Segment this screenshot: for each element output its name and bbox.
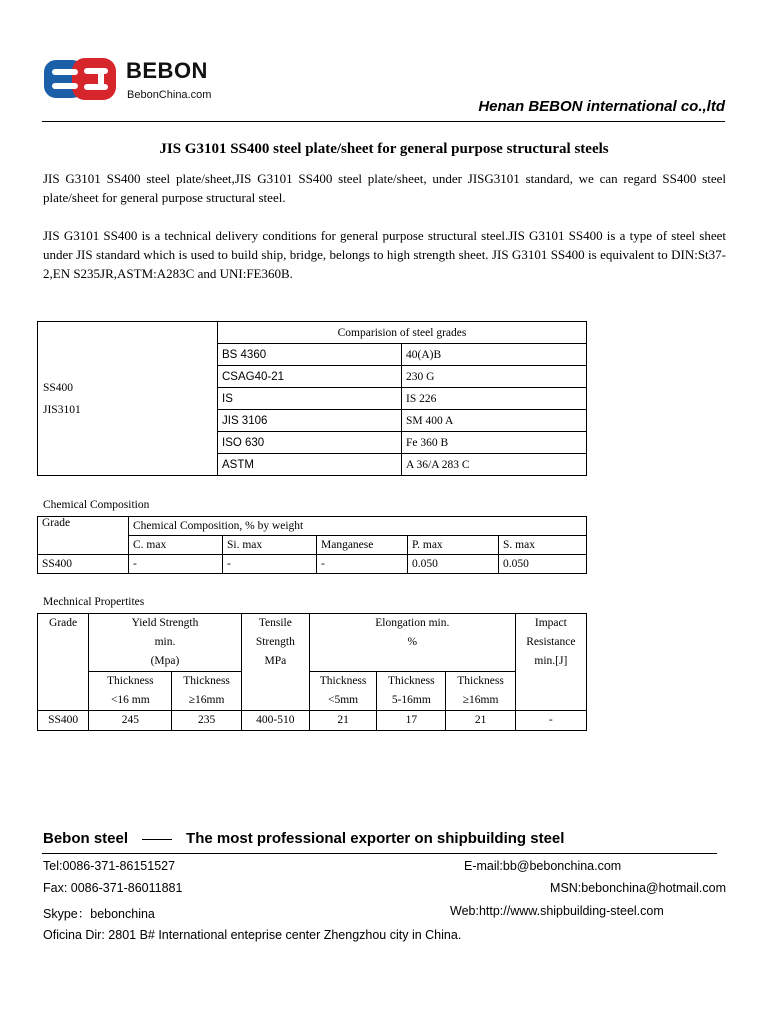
table-row: SS400 245 235 400-510 21 17 21 -	[38, 711, 587, 731]
footer-msn: MSN:bebonchina@hotmail.com	[550, 881, 726, 895]
grade-header: Grade	[38, 517, 129, 555]
yield-header: Yield Strength min. (Mpa)	[89, 614, 242, 672]
footer-title: Bebon steel The most professional exporter on shipbuilding steel	[43, 830, 565, 847]
bebon-logo-icon	[42, 54, 122, 104]
footer-email[interactable]: E-mail:bb@bebonchina.com	[464, 859, 622, 873]
elongation-header: Elongation min. %	[309, 614, 515, 672]
footer-address: Oficina Dir: 2801 B# International enteprise center Zhengzhou city in China.	[43, 928, 462, 942]
footer-skype: Skype：bebonchina	[43, 907, 155, 921]
grade-cell: SS400 JIS3101	[38, 322, 218, 476]
table-row: IS IS 226	[38, 388, 587, 410]
mechanical-table	[37, 613, 587, 731]
grade-header: Grade	[38, 614, 89, 711]
comparison-table	[37, 321, 587, 476]
mechanical-caption: Mechnical Propertites	[43, 596, 145, 608]
description-paragraph: JIS G3101 SS400 is a technical delivery conditions for general purpose structural steel.JIS G3101 SS400 is a type of steel sheet under JIS standard which is used to build ship, bridge, belongs to high strength sheet. JIS G3101 SS400 is equivalent to DIN:St37-2,EN S235JR,ASTM:A283C and UNI:FE360B.	[43, 228, 726, 281]
yield-sub-1: Thickness <16 mm	[89, 672, 172, 711]
brand-name: BEBON	[126, 58, 208, 83]
yield-sub-2: Thickness ≥16mm	[172, 672, 241, 711]
impact-header: Impact Resistance min.[J]	[515, 614, 586, 711]
intro-paragraph: JIS G3101 SS400 steel plate/sheet,JIS G3101 SS400 steel plate/sheet, under JISG3101 standard, we can regard SS400 steel plate/sheet for general purpose structural steel.	[43, 171, 726, 205]
company-name: Henan BEBON international co.,ltd	[478, 98, 725, 115]
document-title: JIS G3101 SS400 steel plate/sheet for general purpose structural steels	[159, 141, 609, 157]
footer-tel: Tel:0086-371-86151527	[43, 859, 176, 873]
elong-sub-3: Thickness ≥16mm	[446, 672, 515, 711]
brand-url: BebonChina.com	[127, 89, 212, 101]
tensile-header: Tensile Strength MPa	[241, 614, 309, 711]
elong-sub-1: Thickness <5mm	[309, 672, 376, 711]
table-row: CSAG40-21 230 G	[38, 366, 587, 388]
footer-fax: Fax: 0086-371-86011881	[43, 881, 183, 895]
header-divider	[42, 121, 725, 122]
table-row: BS 4360 40(A)B	[38, 344, 587, 366]
table-row: SS400 - - - 0.050 0.050	[38, 555, 587, 574]
table-row: JIS 3106 SM 400 A	[38, 410, 587, 432]
chemical-group-header: Chemical Composition, % by weight	[129, 517, 587, 536]
chemical-caption: Chemical Composition	[43, 499, 150, 511]
elong-sub-2: Thickness 5-16mm	[377, 672, 446, 711]
table-row: ASTM A 36/A 283 C	[38, 454, 587, 476]
footer-divider	[42, 853, 717, 854]
chemical-table: Grade Chemical Composition, % by weight C. max Si. max Manganese P. max S. max SS400 - - - 0.050 0.050	[37, 516, 587, 574]
footer-web-link[interactable]: Web:http://www.shipbuilding-steel.com	[450, 904, 664, 918]
comparison-header: Comparision of steel grades	[218, 322, 587, 344]
table-row: ISO 630 Fe 360 B	[38, 432, 587, 454]
